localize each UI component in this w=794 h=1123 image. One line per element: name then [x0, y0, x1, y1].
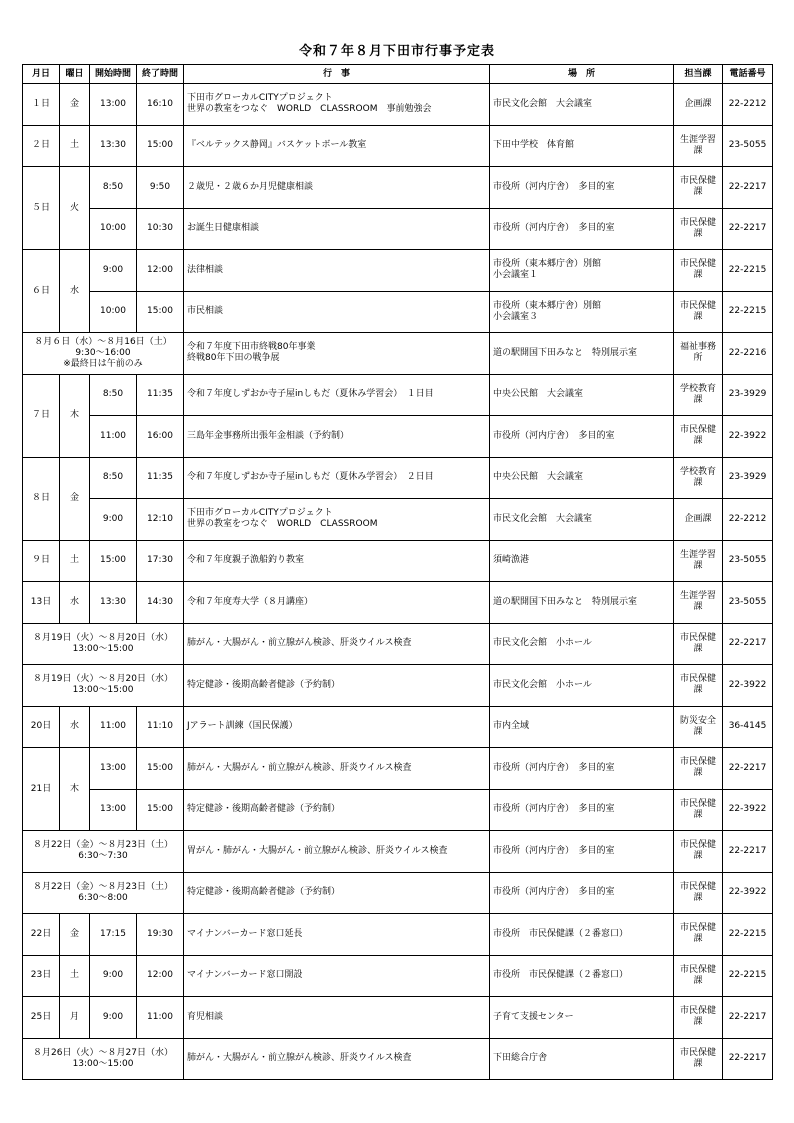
cell-start: 9:00: [90, 499, 137, 541]
cell-date-range: ８月22日（金）～８月23日（土） 6:30～7:30: [23, 831, 184, 873]
cell-place: 市役所（東本郷庁舎）別館 小会議室１: [490, 250, 674, 292]
table-row: [23, 250, 773, 292]
cell-start: 11:00: [90, 706, 137, 748]
cell-end: 11:35: [137, 374, 184, 416]
cell-phone: 22-3922: [723, 789, 773, 831]
table-row: [23, 872, 773, 914]
cell-end: 10:30: [137, 208, 184, 250]
cell-event: 法律相談: [184, 250, 490, 292]
table-row: [23, 997, 773, 1039]
cell-end: 15:00: [137, 125, 184, 167]
cell-start: 10:00: [90, 208, 137, 250]
page-title: 令和７年８月下田市行事予定表: [298, 44, 495, 59]
cell-place: 市民文化会館 小ホール: [490, 665, 674, 707]
header-row: [23, 65, 773, 84]
cell-dept: 市民保健課: [674, 872, 723, 914]
cell-day: ５日: [23, 167, 60, 250]
cell-weekday: 土: [60, 540, 90, 582]
cell-day: 21日: [23, 748, 60, 831]
cell-place: 下田総合庁舎: [490, 1038, 674, 1080]
header-place: 場 所: [490, 65, 674, 84]
table-row: [23, 125, 773, 167]
cell-place: 市役所 市民保健課（２番窓口）: [490, 955, 674, 997]
cell-place: 下田中学校 体育館: [490, 125, 674, 167]
cell-dept: 市民保健課: [674, 416, 723, 458]
cell-dept: 市民保健課: [674, 955, 723, 997]
cell-event: ２歳児・２歳６か月児健康相談: [184, 167, 490, 209]
cell-event: 肺がん・大腸がん・前立腺がん検診、肝炎ウイルス検査: [184, 1038, 490, 1080]
cell-place: 須崎漁港: [490, 540, 674, 582]
cell-event: 三島年金事務所出張年金相談（予約制）: [184, 416, 490, 458]
cell-phone: 23-5055: [723, 540, 773, 582]
cell-place: 道の駅開国下田みなと 特別展示室: [490, 333, 674, 375]
cell-phone: 22-3922: [723, 872, 773, 914]
cell-end: 15:00: [137, 789, 184, 831]
cell-date-range: ８月19日（火）～８月20日（水） 13:00～15:00: [23, 665, 184, 707]
cell-start: 9:00: [90, 955, 137, 997]
cell-place: 市役所（河内庁舎） 多目的室: [490, 789, 674, 831]
table-row: [23, 831, 773, 873]
cell-end: 15:00: [137, 748, 184, 790]
cell-phone: 22-3922: [723, 665, 773, 707]
table-row: [23, 208, 773, 250]
cell-end: 15:00: [137, 291, 184, 333]
cell-phone: 22-2217: [723, 831, 773, 873]
cell-weekday: 水: [60, 582, 90, 624]
cell-start: 11:00: [90, 416, 137, 458]
header-weekday: 曜日: [60, 65, 90, 84]
cell-day: 22日: [23, 914, 60, 956]
table-row: [23, 167, 773, 209]
table-row: [23, 748, 773, 790]
cell-weekday: 金: [60, 84, 90, 126]
cell-event: 令和７年度親子漁船釣り教室: [184, 540, 490, 582]
cell-start: 13:30: [90, 582, 137, 624]
cell-event: 特定健診・後期高齢者健診（予約制）: [184, 665, 490, 707]
cell-end: 9:50: [137, 167, 184, 209]
cell-dept: 市民保健課: [674, 831, 723, 873]
table-row: [23, 416, 773, 458]
cell-place: 市役所（河内庁舎） 多目的室: [490, 872, 674, 914]
cell-start: 9:00: [90, 997, 137, 1039]
cell-dept: 市民保健課: [674, 167, 723, 209]
cell-date-range: ８月19日（火）～８月20日（水） 13:00～15:00: [23, 623, 184, 665]
cell-place: 市役所（河内庁舎） 多目的室: [490, 831, 674, 873]
cell-dept: 市民保健課: [674, 623, 723, 665]
cell-weekday: 土: [60, 125, 90, 167]
table-row: [23, 540, 773, 582]
cell-place: 市役所（河内庁舎） 多目的室: [490, 167, 674, 209]
cell-phone: 22-2215: [723, 291, 773, 333]
cell-dept: 市民保健課: [674, 997, 723, 1039]
table-row: [23, 1038, 773, 1080]
cell-dept: 市民保健課: [674, 1038, 723, 1080]
table-row: [23, 623, 773, 665]
cell-dept: 市民保健課: [674, 748, 723, 790]
cell-day: 23日: [23, 955, 60, 997]
cell-phone: 22-2216: [723, 333, 773, 375]
cell-dept: 防災安全課: [674, 706, 723, 748]
cell-date-range: ８月６日（水）～８月16日（土） 9:30～16:00 ※最終日は午前のみ: [23, 333, 184, 375]
cell-day: ７日: [23, 374, 60, 457]
cell-dept: 市民保健課: [674, 250, 723, 292]
cell-start: 15:00: [90, 540, 137, 582]
cell-phone: 22-2215: [723, 955, 773, 997]
cell-phone: 22-2212: [723, 499, 773, 541]
header-end-time: 終了時間: [137, 65, 184, 84]
cell-event: 市民相談: [184, 291, 490, 333]
cell-place: 市役所（河内庁舎） 多目的室: [490, 748, 674, 790]
cell-end: 12:00: [137, 955, 184, 997]
cell-dept: 生涯学習課: [674, 582, 723, 624]
table-row: [23, 789, 773, 831]
cell-day: ２日: [23, 125, 60, 167]
cell-dept: 生涯学習課: [674, 125, 723, 167]
cell-place: 市民文化会館 大会議室: [490, 499, 674, 541]
cell-event: Jアラート訓練（国民保護）: [184, 706, 490, 748]
cell-dept: 学校教育課: [674, 457, 723, 499]
cell-place: 市民文化会館 小ホール: [490, 623, 674, 665]
cell-phone: 23-5055: [723, 582, 773, 624]
cell-dept: 企画課: [674, 84, 723, 126]
cell-start: 8:50: [90, 374, 137, 416]
header-start-time: 開始時間: [90, 65, 137, 84]
cell-weekday: 水: [60, 706, 90, 748]
cell-end: 12:00: [137, 250, 184, 292]
cell-phone: 22-2217: [723, 623, 773, 665]
cell-day: 13日: [23, 582, 60, 624]
cell-day: 25日: [23, 997, 60, 1039]
cell-phone: 22-3922: [723, 416, 773, 458]
cell-place: 市民文化会館 大会議室: [490, 84, 674, 126]
cell-start: 13:00: [90, 84, 137, 126]
cell-dept: 学校教育課: [674, 374, 723, 416]
cell-phone: 22-2215: [723, 914, 773, 956]
cell-start: 10:00: [90, 291, 137, 333]
cell-date-range: ８月26日（火）～８月27日（水） 13:00～15:00: [23, 1038, 184, 1080]
cell-place: 中央公民館 大会議室: [490, 374, 674, 416]
header-phone: 電話番号: [723, 65, 773, 84]
table-row: [23, 333, 773, 375]
cell-event: 特定健診・後期高齢者健診（予約制）: [184, 872, 490, 914]
cell-dept: 市民保健課: [674, 665, 723, 707]
cell-event: マイナンバーカード窓口延長: [184, 914, 490, 956]
cell-phone: 23-5055: [723, 125, 773, 167]
table-row: [23, 706, 773, 748]
cell-end: 17:30: [137, 540, 184, 582]
cell-dept: 市民保健課: [674, 208, 723, 250]
cell-weekday: 水: [60, 250, 90, 333]
cell-day: ９日: [23, 540, 60, 582]
table-row: [23, 665, 773, 707]
cell-end: 19:30: [137, 914, 184, 956]
cell-day: 20日: [23, 706, 60, 748]
cell-event: 特定健診・後期高齢者健診（予約制）: [184, 789, 490, 831]
cell-start: 13:30: [90, 125, 137, 167]
cell-dept: 福祉事務所: [674, 333, 723, 375]
cell-start: 8:50: [90, 167, 137, 209]
cell-phone: 22-2212: [723, 84, 773, 126]
table-row: [23, 374, 773, 416]
cell-place: 市内全域: [490, 706, 674, 748]
cell-dept: 市民保健課: [674, 789, 723, 831]
cell-end: 11:10: [137, 706, 184, 748]
cell-event: 令和７年度しずおか寺子屋inしもだ（夏休み学習会） ２日目: [184, 457, 490, 499]
cell-phone: 36-4145: [723, 706, 773, 748]
table-row: [23, 582, 773, 624]
cell-weekday: 火: [60, 167, 90, 250]
cell-place: 道の駅開国下田みなと 特別展示室: [490, 582, 674, 624]
cell-place: 中央公民館 大会議室: [490, 457, 674, 499]
cell-start: 13:00: [90, 789, 137, 831]
cell-day: １日: [23, 84, 60, 126]
table-row: [23, 499, 773, 541]
cell-phone: 22-2217: [723, 167, 773, 209]
cell-phone: 22-2217: [723, 208, 773, 250]
cell-place: 市役所（河内庁舎） 多目的室: [490, 208, 674, 250]
cell-weekday: 木: [60, 748, 90, 831]
cell-phone: 22-2217: [723, 997, 773, 1039]
cell-weekday: 月: [60, 997, 90, 1039]
cell-place: 市役所 市民保健課（２番窓口）: [490, 914, 674, 956]
cell-end: 12:10: [137, 499, 184, 541]
table-row: [23, 291, 773, 333]
cell-event: 令和７年度下田市終戦80年事業 終戦80年下田の戦争展: [184, 333, 490, 375]
cell-event: 肺がん・大腸がん・前立腺がん検診、肝炎ウイルス検査: [184, 623, 490, 665]
cell-place: 子育て支援センター: [490, 997, 674, 1039]
cell-event: 令和７年度しずおか寺子屋inしもだ（夏休み学習会） １日目: [184, 374, 490, 416]
cell-event: 下田市グローカルCITYプロジェクト 世界の教室をつなぐ WORLD CLASSROOM: [184, 499, 490, 541]
table-row: [23, 914, 773, 956]
cell-phone: 22-2215: [723, 250, 773, 292]
cell-weekday: 木: [60, 374, 90, 457]
cell-start: 9:00: [90, 250, 137, 292]
cell-end: 16:00: [137, 416, 184, 458]
header-month-day: 月日: [23, 65, 60, 84]
cell-event: 育児相談: [184, 997, 490, 1039]
table-row: [23, 955, 773, 997]
cell-phone: 22-2217: [723, 748, 773, 790]
cell-start: 8:50: [90, 457, 137, 499]
schedule-table: [22, 64, 773, 1080]
table-row: [23, 84, 773, 126]
cell-end: 11:35: [137, 457, 184, 499]
cell-day: ８日: [23, 457, 60, 540]
cell-end: 14:30: [137, 582, 184, 624]
cell-place: 市役所（河内庁舎） 多目的室: [490, 416, 674, 458]
table-row: [23, 457, 773, 499]
cell-weekday: 金: [60, 457, 90, 540]
cell-weekday: 土: [60, 955, 90, 997]
cell-event: 胃がん・肺がん・大腸がん・前立腺がん検診、肝炎ウイルス検査: [184, 831, 490, 873]
cell-event: 下田市グローカルCITYプロジェクト 世界の教室をつなぐ WORLD CLASSROOM 事前勉強会: [184, 84, 490, 126]
cell-place: 市役所（東本郷庁舎）別館 小会議室３: [490, 291, 674, 333]
cell-day: ６日: [23, 250, 60, 333]
cell-phone: 22-2217: [723, 1038, 773, 1080]
cell-end: 11:00: [137, 997, 184, 1039]
cell-event: 『ベルテックス静岡』バスケットボール教室: [184, 125, 490, 167]
cell-event: 肺がん・大腸がん・前立腺がん検診、肝炎ウイルス検査: [184, 748, 490, 790]
header-event: 行 事: [184, 65, 490, 84]
cell-dept: 企画課: [674, 499, 723, 541]
cell-dept: 生涯学習課: [674, 540, 723, 582]
cell-end: 16:10: [137, 84, 184, 126]
cell-start: 13:00: [90, 748, 137, 790]
cell-event: 令和７年度寿大学（８月講座）: [184, 582, 490, 624]
cell-dept: 市民保健課: [674, 291, 723, 333]
cell-event: マイナンバーカード窓口開設: [184, 955, 490, 997]
cell-start: 17:15: [90, 914, 137, 956]
cell-phone: 23-3929: [723, 457, 773, 499]
cell-date-range: ８月22日（金）～８月23日（土） 6:30～8:00: [23, 872, 184, 914]
cell-phone: 23-3929: [723, 374, 773, 416]
header-dept: 担当課: [674, 65, 723, 84]
cell-event: お誕生日健康相談: [184, 208, 490, 250]
cell-dept: 市民保健課: [674, 914, 723, 956]
cell-weekday: 金: [60, 914, 90, 956]
